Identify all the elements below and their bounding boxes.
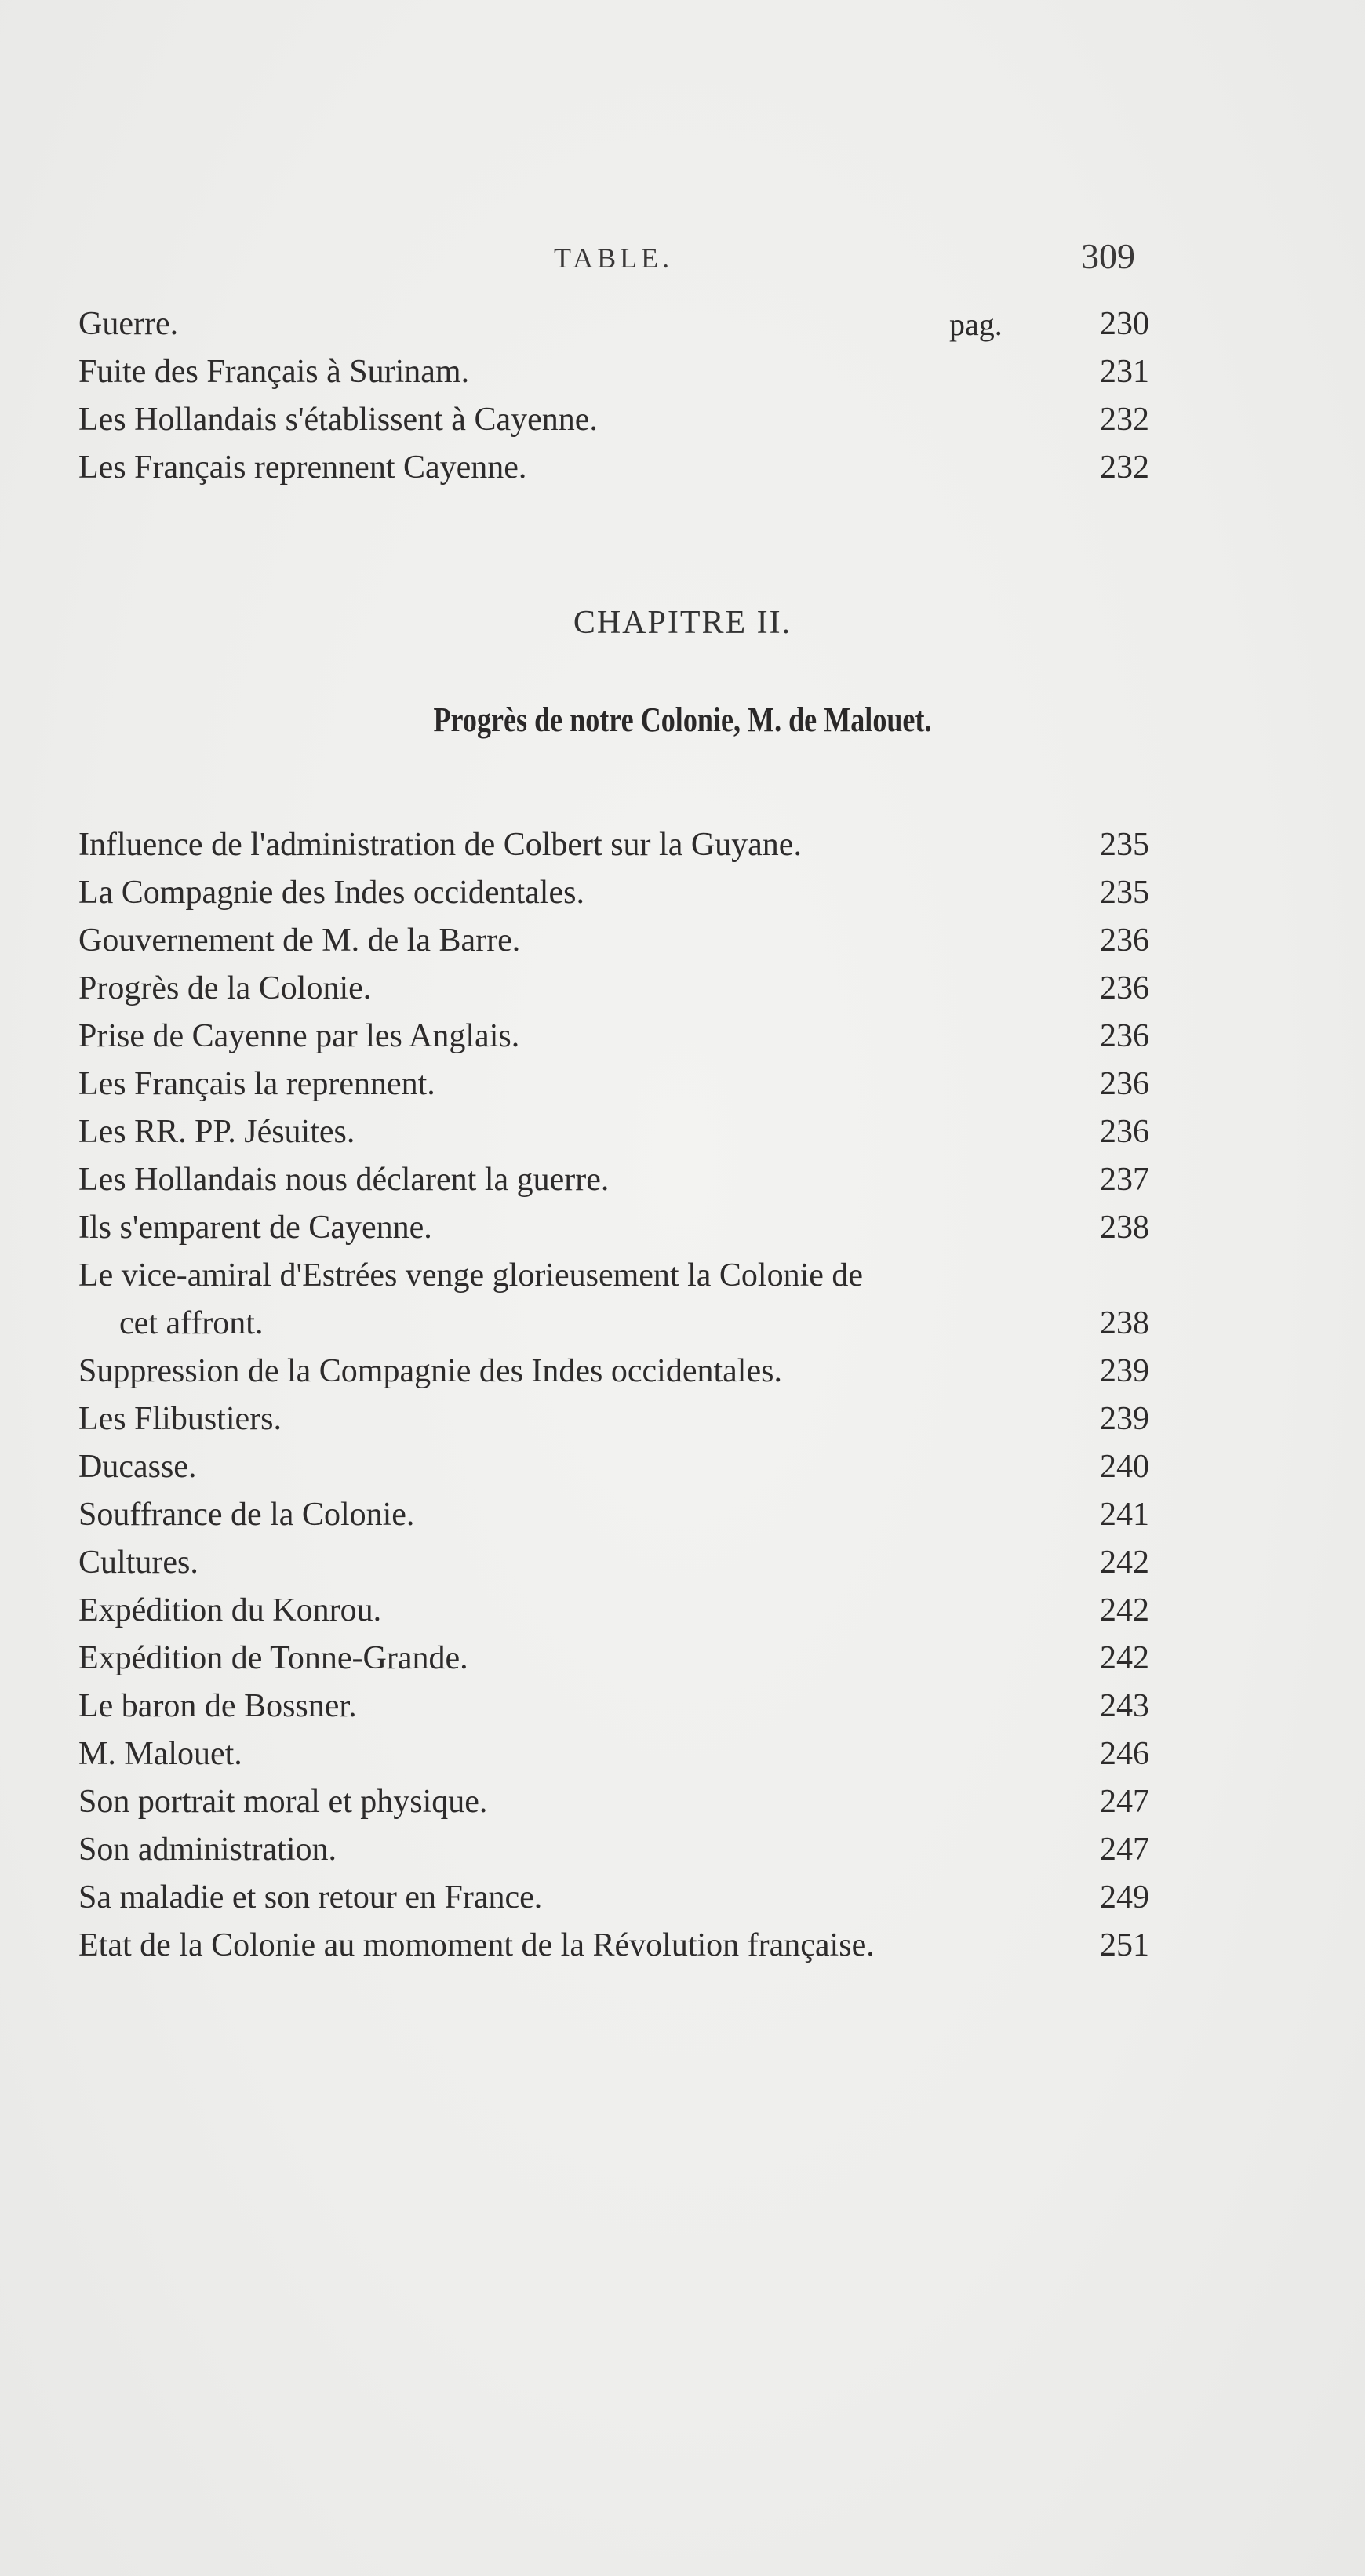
chapter-subtitle: Progrès de notre Colonie, M. de Malouet. bbox=[433, 700, 932, 739]
toc-entry-title: Les RR. PP. Jésuites. bbox=[78, 1114, 355, 1150]
toc-entry-page: 236 bbox=[1100, 970, 1149, 1006]
toc-entry-page: 230 bbox=[1100, 306, 1149, 342]
toc-entry-title: M. Malouet. bbox=[78, 1736, 242, 1772]
toc-entry-continuation bbox=[78, 1300, 1149, 1348]
pag-label: pag. bbox=[949, 307, 1003, 342]
toc-entry bbox=[78, 1156, 1149, 1204]
toc-entry-title: Fuite des Français à Surinam. bbox=[78, 354, 470, 390]
toc-entry bbox=[78, 965, 1149, 1013]
toc-entry-page: 247 bbox=[1100, 1832, 1149, 1868]
toc-entry-page: 232 bbox=[1100, 402, 1149, 438]
toc-entry-page: 249 bbox=[1100, 1879, 1149, 1916]
page-number: 309 bbox=[1081, 236, 1135, 276]
toc-entry-page: 240 bbox=[1100, 1449, 1149, 1485]
toc-entry bbox=[78, 1252, 1149, 1300]
toc-entry-title: Son portrait moral et physique. bbox=[78, 1784, 488, 1820]
toc-entry-title: Les Hollandais s'établissent à Cayenne. bbox=[78, 402, 598, 438]
toc-entry-page: 232 bbox=[1100, 449, 1149, 486]
toc-entry-title: Les Flibustiers. bbox=[78, 1401, 282, 1437]
toc-entry-page: 242 bbox=[1100, 1640, 1149, 1676]
toc-entry-title: Les Hollandais nous déclarent la guerre. bbox=[78, 1162, 610, 1198]
toc-entry bbox=[78, 1491, 1149, 1539]
toc-entry-page: 237 bbox=[1100, 1162, 1149, 1198]
toc-entry-title: Le vice-amiral d'Estrées venge glorieusement la Colonie de bbox=[78, 1257, 864, 1293]
toc-entry-title: Son administration. bbox=[78, 1832, 337, 1868]
toc-entry-title: Ducasse. bbox=[78, 1449, 197, 1485]
toc-entry bbox=[78, 1922, 1149, 1970]
toc-entry-page: 241 bbox=[1100, 1497, 1149, 1533]
toc-entry-title: Gouvernement de M. de la Barre. bbox=[78, 922, 521, 959]
toc-entry-title: Les Français la reprennent. bbox=[78, 1066, 435, 1102]
toc-entry-title: La Compagnie des Indes occidentales. bbox=[78, 875, 584, 911]
toc-entry bbox=[78, 1683, 1149, 1730]
toc-entry-page: 242 bbox=[1100, 1545, 1149, 1581]
toc-entry-page: 236 bbox=[1100, 1066, 1149, 1102]
toc-entry bbox=[78, 1778, 1149, 1826]
running-title: TABLE. bbox=[554, 242, 674, 274]
toc-list-chapter-2 bbox=[78, 821, 1149, 1970]
toc-entry-title: Expédition du Konrou. bbox=[78, 1592, 382, 1628]
chapter-title: CHAPITRE II. bbox=[573, 605, 792, 641]
toc-entry-page: 243 bbox=[1100, 1688, 1149, 1724]
toc-entry bbox=[78, 1874, 1149, 1922]
toc-entry bbox=[78, 1443, 1149, 1491]
toc-entry bbox=[78, 1587, 1149, 1635]
toc-entry-page: 235 bbox=[1100, 827, 1149, 863]
toc-entry-page: 235 bbox=[1100, 875, 1149, 911]
toc-entry-title: Expédition de Tonne-Grande. bbox=[78, 1640, 468, 1676]
toc-entry bbox=[78, 1204, 1149, 1252]
toc-entry bbox=[78, 348, 1149, 396]
toc-entry-page: 246 bbox=[1100, 1736, 1149, 1772]
toc-entry-page: 231 bbox=[1100, 354, 1149, 390]
toc-entry bbox=[78, 1730, 1149, 1778]
toc-entry-title: Souffrance de la Colonie. bbox=[78, 1497, 415, 1533]
toc-entry-page: 247 bbox=[1100, 1784, 1149, 1820]
toc-entry-title: Etat de la Colonie au momoment de la Révolution française. bbox=[78, 1927, 875, 1963]
toc-entry-title: cet affront. bbox=[119, 1305, 264, 1341]
toc-entry-title: Sa maladie et son retour en France. bbox=[78, 1879, 543, 1916]
toc-entry-title: Suppression de la Compagnie des Indes occidentales. bbox=[78, 1353, 782, 1389]
toc-entry bbox=[78, 396, 1149, 444]
toc-entry-page: 242 bbox=[1100, 1592, 1149, 1628]
toc-entry bbox=[78, 821, 1149, 869]
toc-entry bbox=[78, 1061, 1149, 1108]
toc-entry-title: Prise de Cayenne par les Anglais. bbox=[78, 1018, 520, 1054]
toc-entry-page: 238 bbox=[1100, 1305, 1149, 1341]
toc-entry bbox=[78, 1539, 1149, 1587]
toc-entry-page: 236 bbox=[1100, 1018, 1149, 1054]
toc-entry-page: 239 bbox=[1100, 1401, 1149, 1437]
toc-entry bbox=[78, 1348, 1149, 1395]
toc-entry bbox=[78, 1826, 1149, 1874]
toc-entry-title: Guerre. bbox=[78, 306, 179, 342]
toc-entry-page: 238 bbox=[1100, 1210, 1149, 1246]
toc-entry bbox=[78, 1395, 1149, 1443]
toc-entry bbox=[78, 444, 1149, 492]
toc-entry-title: Le baron de Bossner. bbox=[78, 1688, 357, 1724]
toc-entry-title: Cultures. bbox=[78, 1545, 198, 1581]
toc-entry bbox=[78, 1108, 1149, 1156]
toc-entry-title: Influence de l'administration de Colbert sur la Guyane. bbox=[78, 827, 802, 863]
running-head bbox=[0, 235, 1365, 282]
toc-entry-page: 239 bbox=[1100, 1353, 1149, 1389]
toc-entry-page: 236 bbox=[1100, 922, 1149, 959]
toc-entry bbox=[78, 300, 1149, 348]
toc-list-previous-chapter bbox=[78, 300, 1149, 492]
toc-entry-title: Progrès de la Colonie. bbox=[78, 970, 372, 1006]
toc-entry-title: Ils s'emparent de Cayenne. bbox=[78, 1210, 432, 1246]
toc-entry-page: 251 bbox=[1100, 1927, 1149, 1963]
toc-entry bbox=[78, 917, 1149, 965]
toc-entry-page: 236 bbox=[1100, 1114, 1149, 1150]
toc-entry-title: Les Français reprennent Cayenne. bbox=[78, 449, 527, 486]
toc-entry bbox=[78, 1635, 1149, 1683]
toc-entry bbox=[78, 1013, 1149, 1061]
toc-entry bbox=[78, 869, 1149, 917]
